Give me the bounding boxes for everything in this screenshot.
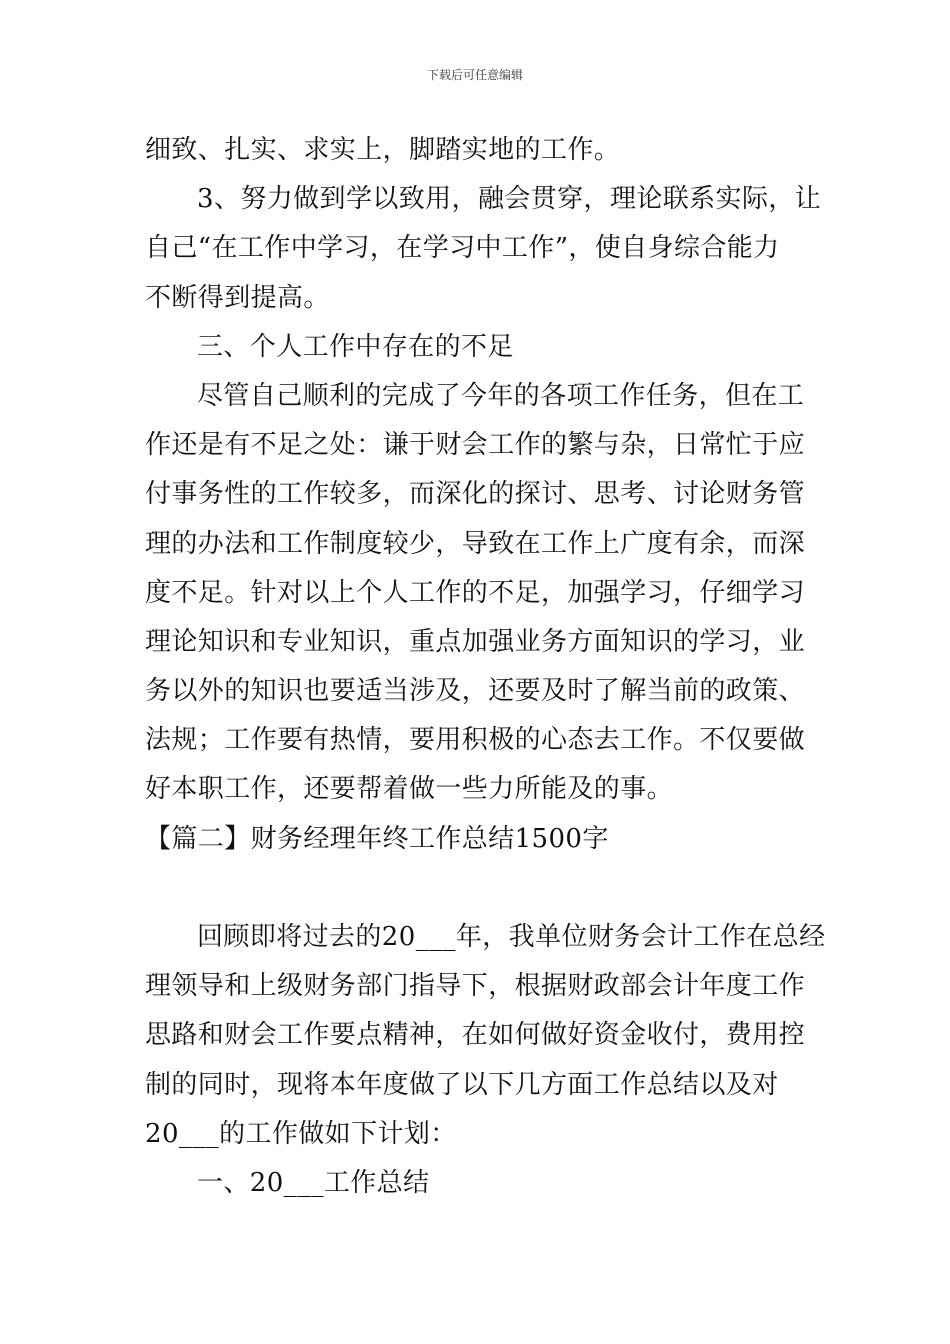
paragraph-line: 不断得到提高。	[145, 282, 330, 313]
paragraph-line: 理论知识和专业知识，重点加强业务方面知识的学习，业	[145, 626, 806, 657]
paragraph-line: 细致、扎实、求实上，脚踏实地的工作。	[145, 135, 621, 165]
blank-line	[145, 864, 813, 913]
paragraph-line: 度不足。针对以上个人工作的不足，加强学习，仔细学习	[145, 577, 806, 608]
paragraph-line: 法规；工作要有热情，要用积极的心态去工作。不仅要做	[145, 725, 806, 756]
section-heading: 三、个人工作中存在的不足	[197, 331, 514, 362]
page-header-note: 下载后可任意编辑	[426, 68, 523, 82]
paragraph-line: 3、努力做到学以致用，融会贯穿，理论联系实际，让	[197, 184, 822, 215]
paragraph-line: 好本职工作，还要帮着做一些力所能及的事。	[145, 774, 674, 805]
paragraph-line: 制的同时，现将本年度做了以下几方面工作总结以及对	[145, 1069, 779, 1100]
paragraph-line: 务以外的知识也要适当涉及，还要及时了解当前的政策、	[145, 676, 806, 707]
paragraph-line: 付事务性的工作较多，而深化的探讨、思考、讨论财务管	[145, 479, 806, 510]
paragraph-line: 理的办法和工作制度较少，导致在工作上广度有余，而深	[145, 528, 806, 559]
paragraph-line: 20___的工作做如下计划：	[145, 1118, 457, 1149]
article-title: 【篇二】财务经理年终工作总结1500字	[145, 823, 609, 854]
paragraph-line: 理领导和上级财务部门指导下，根据财政部会计年度工作	[145, 971, 806, 1002]
paragraph-line: 回顾即将过去的20___年，我单位财务会计工作在总经	[197, 922, 826, 952]
section-heading: 一、20___工作总结	[197, 1167, 430, 1198]
paragraph-line: 思路和财会工作要点精神，在如何做好资金收付，费用控	[145, 1020, 806, 1051]
paragraph-line: 自己“在工作中学习，在学习中工作”，使自身综合能力	[145, 233, 780, 264]
paragraph-line: 作还是有不足之处：谦于财会工作的繁与杂，日常忙于应	[145, 430, 806, 461]
document-body	[145, 126, 826, 1208]
paragraph-line: 尽管自己顺利的完成了今年的各项工作任务，但在工	[197, 380, 805, 411]
